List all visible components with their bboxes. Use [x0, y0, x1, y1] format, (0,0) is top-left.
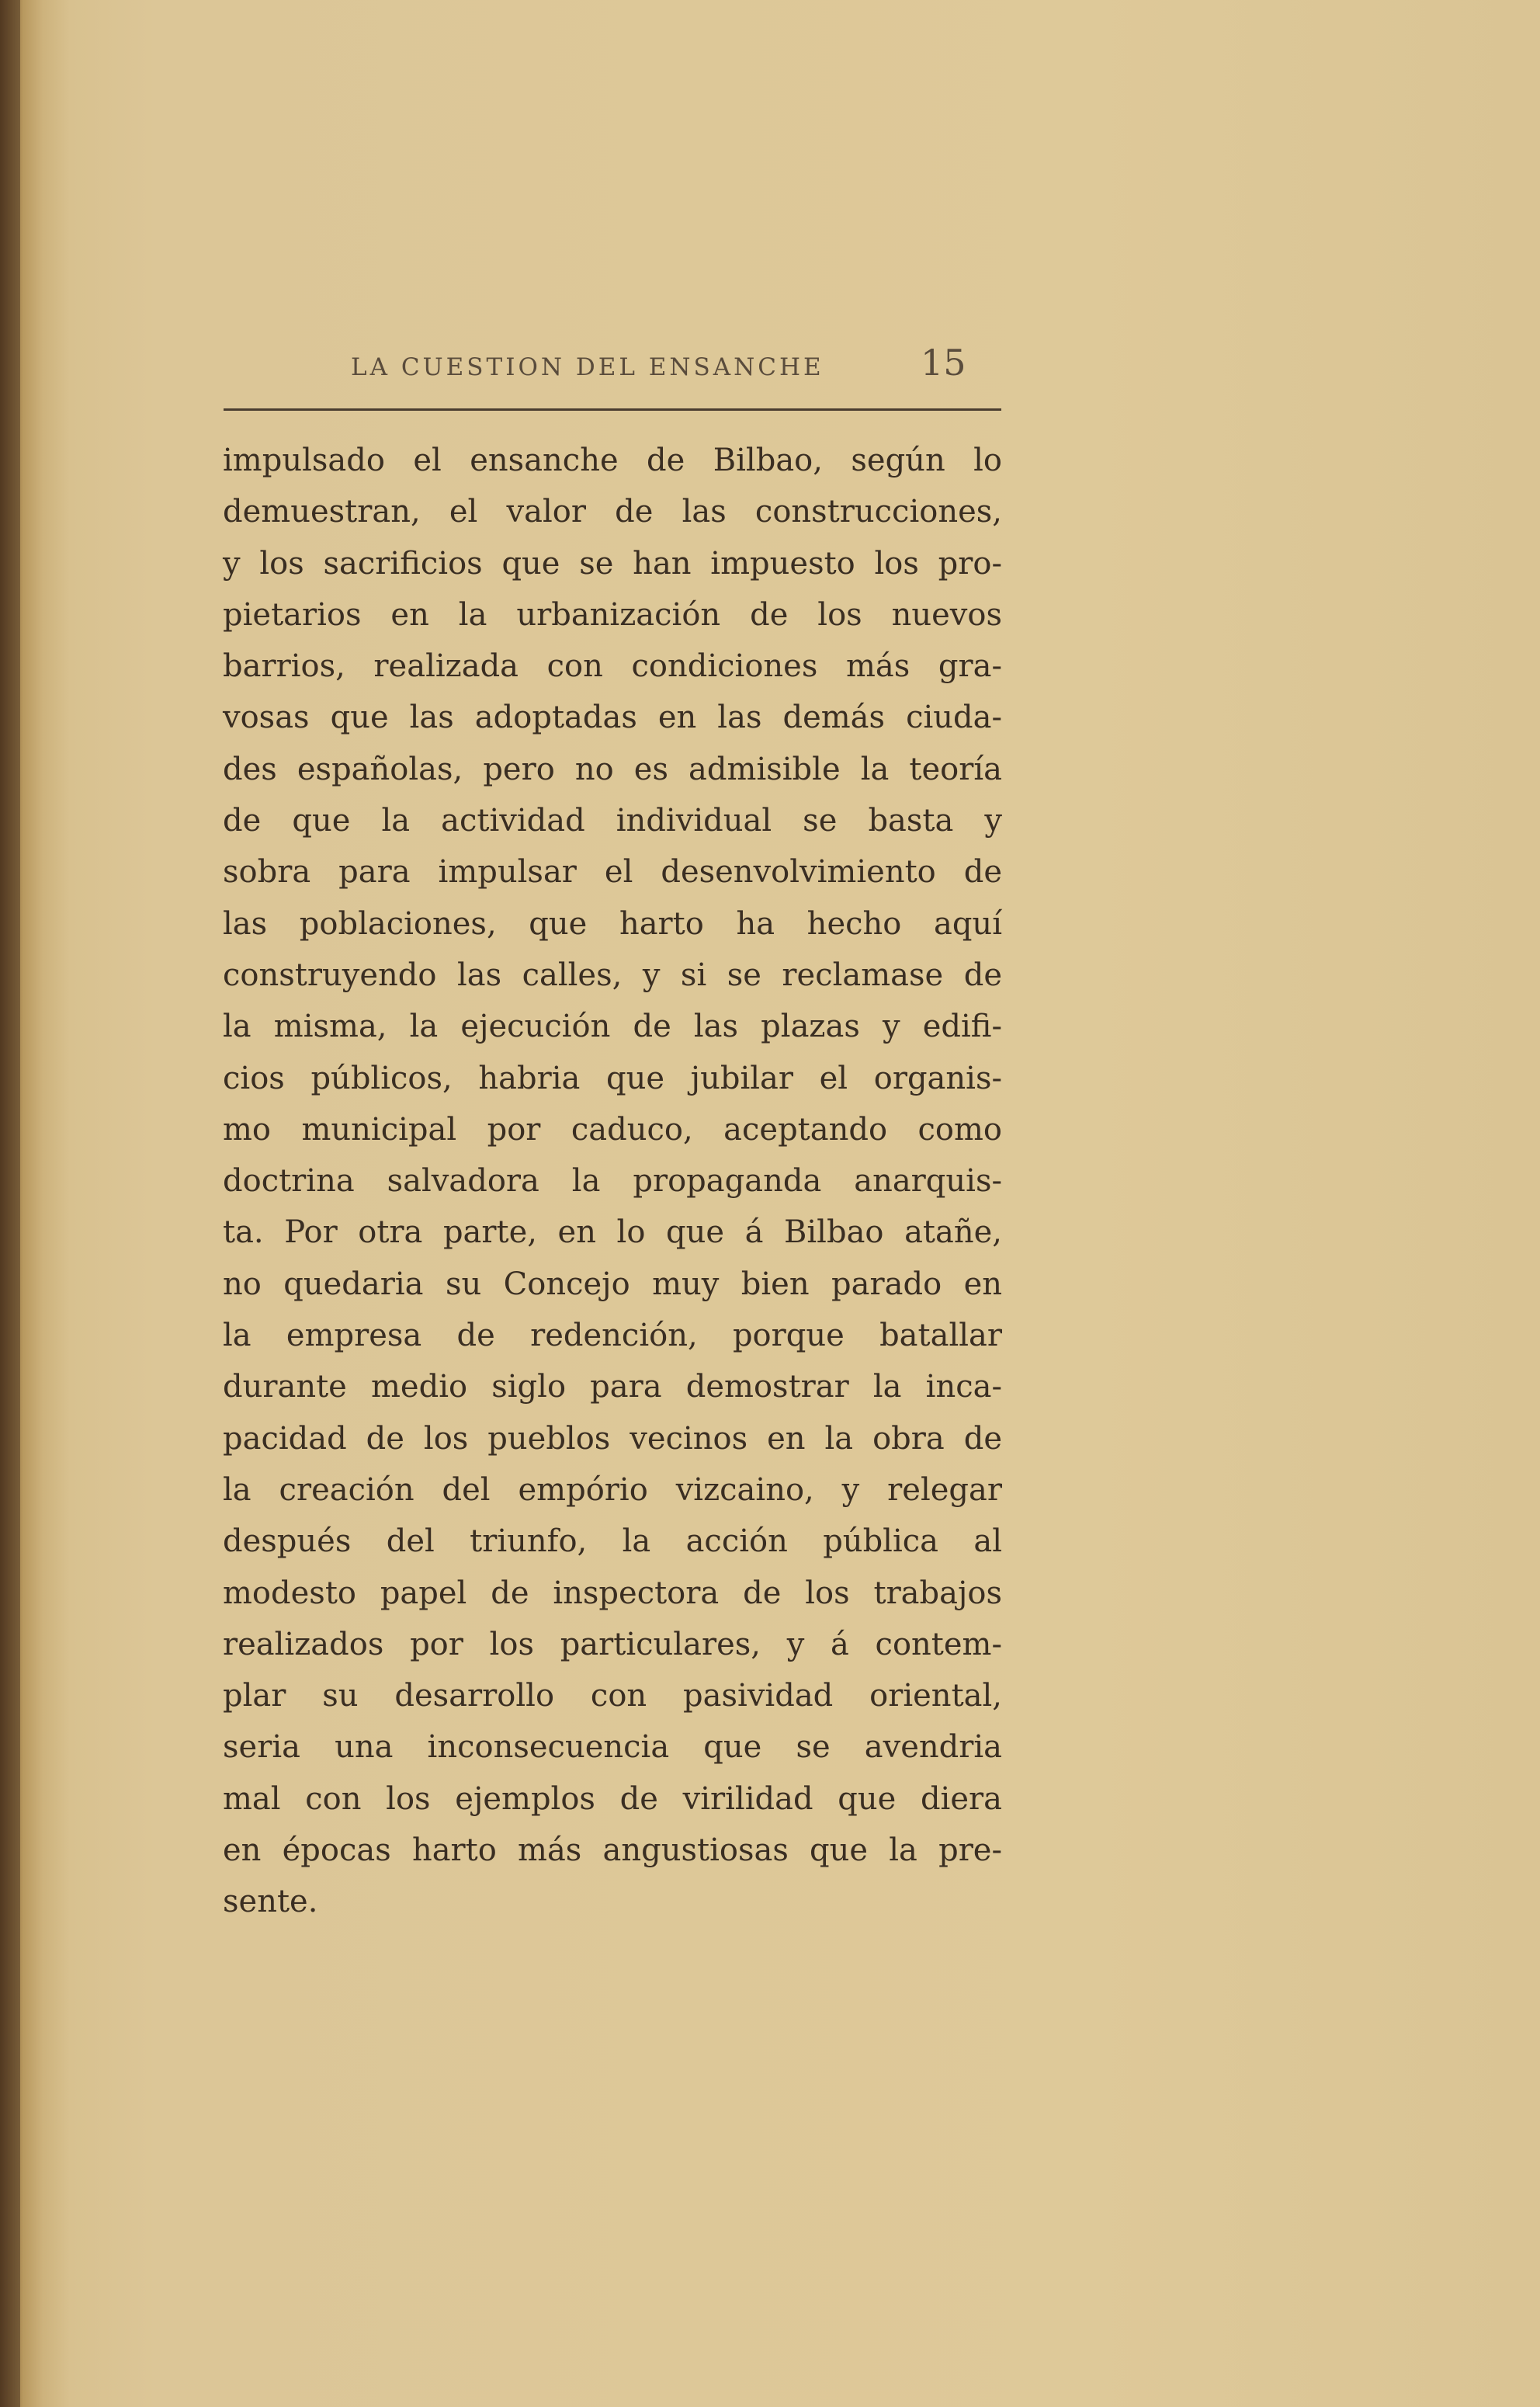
text-line: vosas que las adoptadas en las demás ciuda- [223, 700, 1002, 736]
text-line: pacidad de los pueblos vecinos en la obra de [223, 1420, 1002, 1457]
running-head: LA CUESTION DEL ENSANCHE [351, 353, 824, 381]
header-rule [224, 408, 1001, 411]
text-line: no quedaria su Concejo muy bien parado en [223, 1266, 1002, 1302]
book-binding-edge [0, 0, 20, 2407]
text-line: cios públicos, habria que jubilar el organis- [223, 1060, 1002, 1096]
text-line: realizados por los particulares, y á contem- [223, 1626, 1002, 1662]
text-line: pietarios en la urbanización de los nuevos [223, 596, 1002, 633]
text-line: mal con los ejemplos de virilidad que diera [223, 1780, 1002, 1817]
text-line: modesto papel de inspectora de los trabajos [223, 1575, 1002, 1611]
text-line: doctrina salvadora la propaganda anarquis- [223, 1163, 1002, 1200]
text-line: sente. [223, 1884, 318, 1920]
body-text [223, 435, 1002, 1928]
text-line: durante medio siglo para demostrar la inca- [223, 1369, 1002, 1405]
text-line: y los sacrificios que se han impuesto los pro- [223, 545, 1002, 582]
text-line: en épocas harto más angustiosas que la pre- [223, 1832, 1002, 1869]
text-line: construyendo las calles, y si se reclamase de [223, 957, 1002, 993]
text-line: después del triunfo, la acción pública al [223, 1523, 1002, 1560]
text-line: las poblaciones, que harto ha hecho aquí [223, 905, 1002, 942]
text-line: la creación del empório vizcaino, y relegar [223, 1471, 1002, 1508]
text-line: barrios, realizada con condiciones más gra- [223, 648, 1002, 685]
text-line: demuestran, el valor de las construcciones, [223, 494, 1002, 530]
text-line: la empresa de redención, porque batallar [223, 1318, 1002, 1354]
text-line: seria una inconsecuencia que se avendria [223, 1729, 1002, 1766]
text-line: mo municipal por caduco, aceptando como [223, 1111, 1002, 1148]
text-line: ta. Por otra parte, en lo que á Bilbao atañe, [223, 1214, 1002, 1251]
text-line: impulsado el ensanche de Bilbao, según lo [223, 443, 1002, 478]
text-line: des españolas, pero no es admisible la teoría [223, 751, 1002, 787]
text-line: la misma, la ejecución de las plazas y edifi- [223, 1009, 1002, 1045]
text-line: de que la actividad individual se basta y [223, 803, 1002, 839]
text-line: plar su desarrollo con pasividad oriental, [223, 1678, 1002, 1714]
text-line: sobra para impulsar el desenvolvimiento de [223, 854, 1002, 891]
page-number: 15 [921, 342, 966, 384]
